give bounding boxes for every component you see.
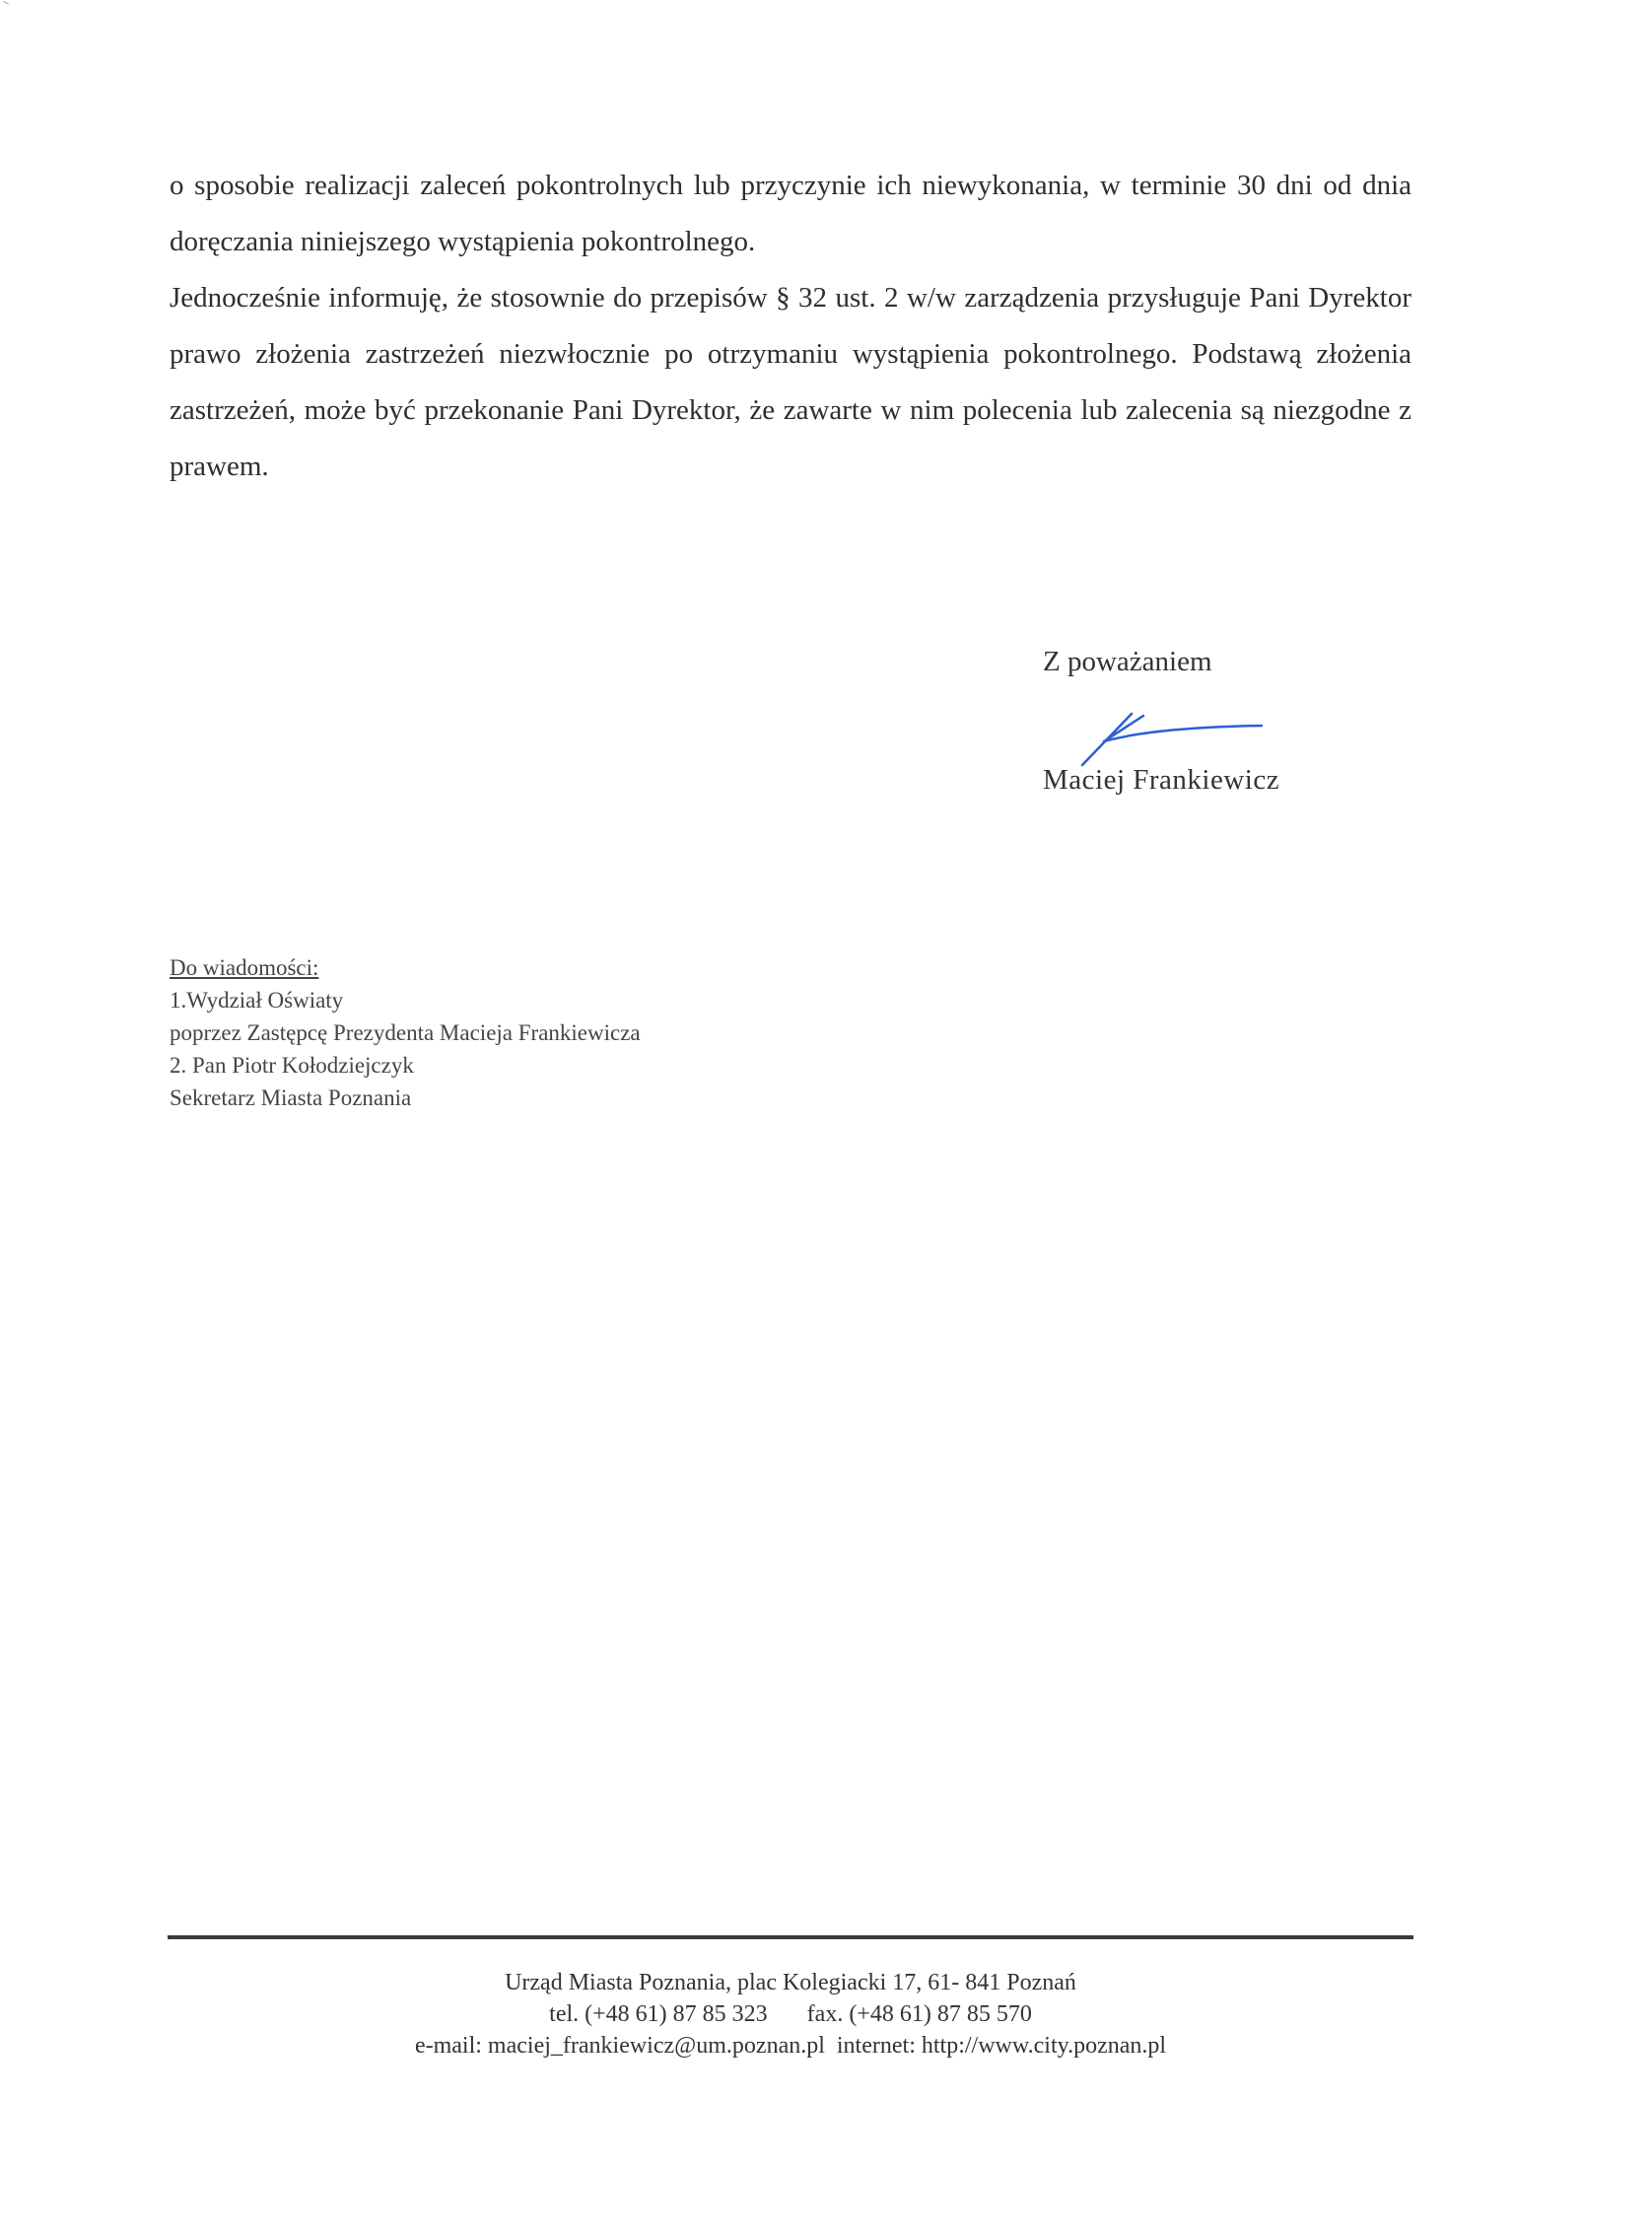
footer-email[interactable]: e-mail: maciej_frankiewicz@um.poznan.pl (414, 2033, 825, 2059)
letter-body (170, 158, 1411, 495)
cc-line: poprzez Zastępcę Prezydenta Macieja Frankiewicza (170, 1020, 641, 1045)
cc-title: Do wiadomości: (170, 955, 319, 980)
paragraph-objections: Jednocześnie informuję, że stosownie do przepisów § 32 ust. 2 w/w zarządzenia przysługuje Pani Dyrektor prawo złożenia zastrzeżeń niezwłocznie po otrzymaniu wystąpienia pokontrolnego. Podstawą złożenia zastrzeżeń, może być przekonanie Pani Dyrektor, że zawarte w nim polecenia lub zalecenia są niezgodne z prawem. (170, 282, 1411, 482)
footer-phones (168, 1998, 1413, 2030)
footer-fax: fax. (+48 61) 87 85 570 (806, 2001, 1032, 2027)
letterhead-footer (168, 1967, 1413, 2062)
signature-stroke (1082, 714, 1262, 765)
footer-contact (168, 2030, 1413, 2062)
closing-salutation: Z poważaniem (1043, 646, 1212, 677)
paragraph-deadline: o sposobie realizacji zaleceń pokontrolnych lub przyczynie ich niewykonania, w terminie 30 dni od dnia doręczania niniejszego wystąpienia pokontrolnego. (170, 170, 1411, 257)
handwritten-signature (1074, 700, 1272, 769)
footer-tel: tel. (+48 61) 87 85 323 (549, 2001, 768, 2027)
footer-address: Urząd Miasta Poznania, plac Kolegiacki 17, 61- 841 Poznań (505, 1970, 1076, 1995)
footer-divider (168, 1935, 1413, 1939)
cc-line: 1.Wydział Oświaty (170, 988, 344, 1013)
signer-name: Maciej Frankiewicz (1043, 764, 1280, 796)
cc-line: 2. Pan Piotr Kołodziejczyk (170, 1053, 414, 1078)
cc-line: Sekretarz Miasta Poznania (170, 1085, 412, 1110)
cc-list (170, 951, 641, 1114)
footer-internet[interactable]: internet: http://www.city.poznan.pl (836, 2033, 1167, 2059)
scan-artifact (1, 1, 9, 8)
